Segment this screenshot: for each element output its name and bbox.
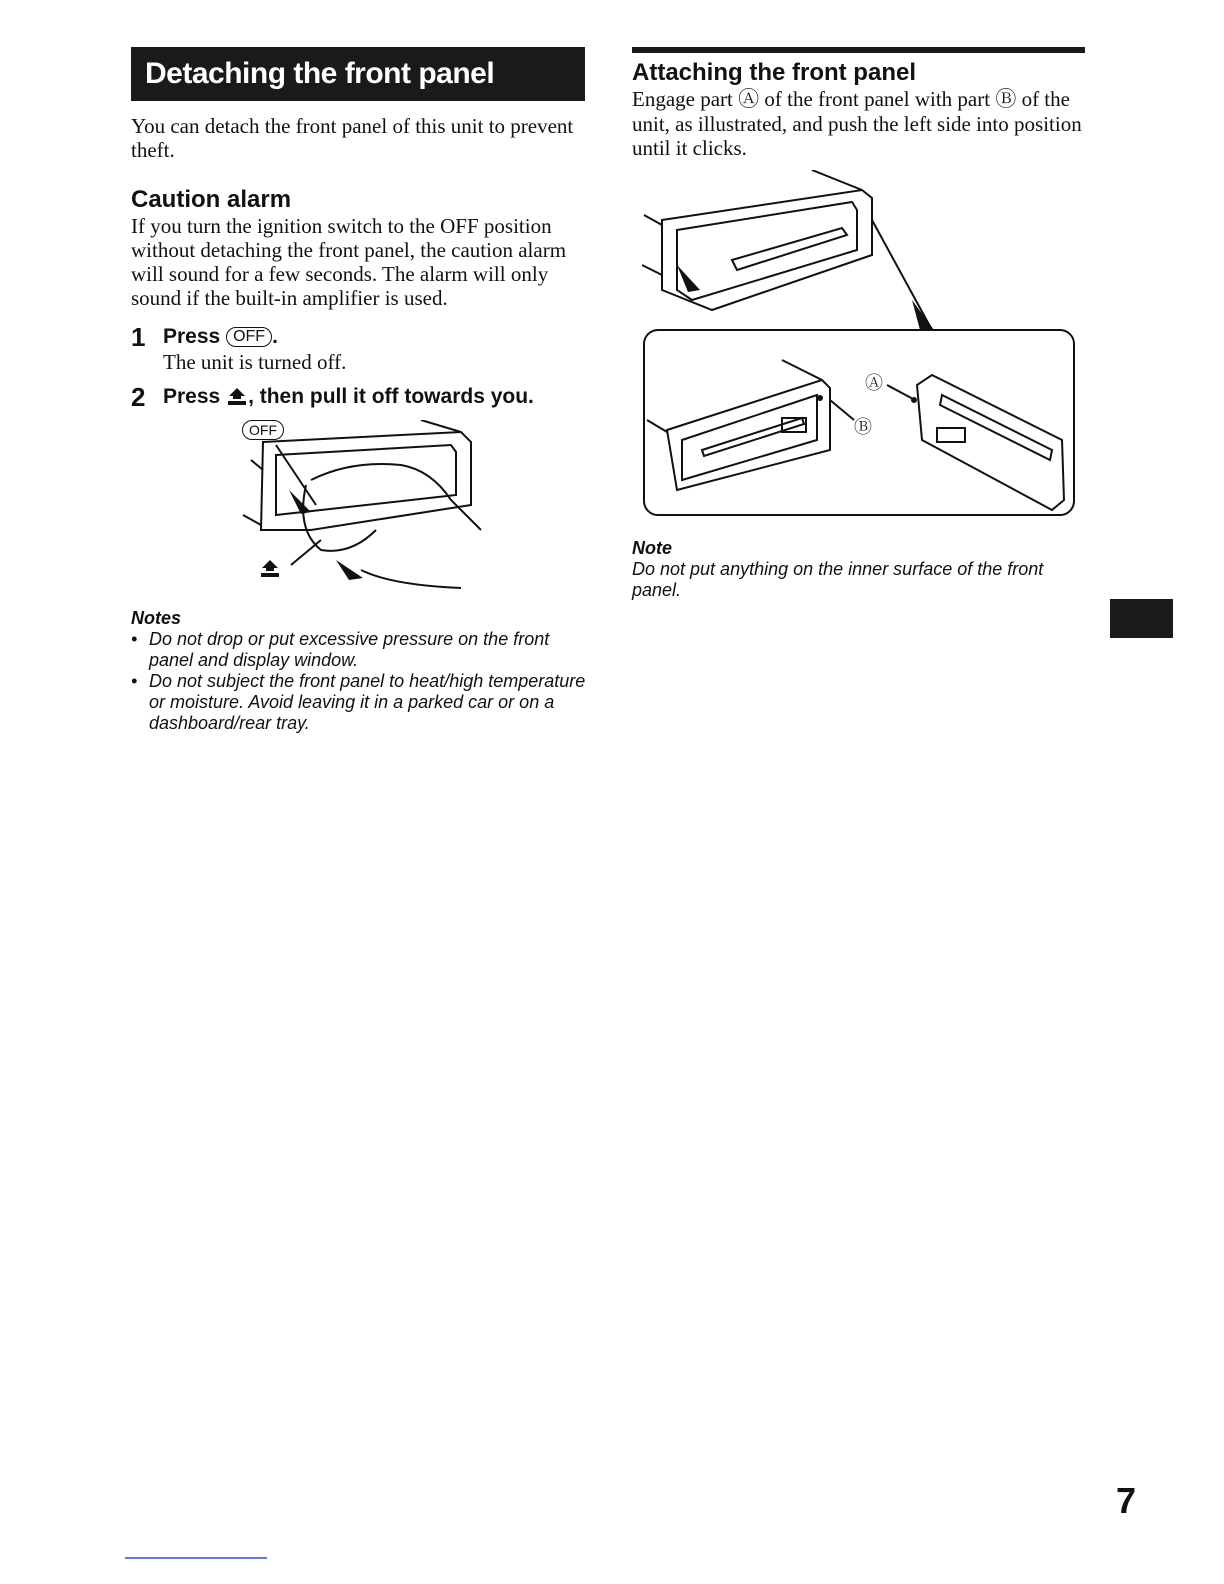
attach-drawing: [632, 170, 1087, 525]
step-number: 1: [131, 322, 146, 352]
illustration-off-label: OFF: [242, 420, 284, 440]
caution-text: If you turn the ignition switch to the OFF position without detaching the front panel, the caution alarm will sound for a few seconds. The alarm will only sound if the built-in amplifier is used.: [131, 214, 567, 310]
note-text: Do not put anything on the inner surface of the front panel.: [632, 559, 1044, 600]
note-item: • Do not subject the front panel to heat/high temperature or moisture. Avoid leaving it in a parked car or on a dashboard/rear tray.: [131, 671, 586, 733]
step-number: 2: [131, 382, 146, 412]
off-key: OFF: [226, 327, 272, 347]
right-column: [632, 47, 1087, 601]
step-prefix: Press: [163, 385, 221, 408]
attach-intro: Engage part Ⓐ of the front panel with part Ⓑ of the unit, as illustrated, and push the left side into position until it clicks.: [632, 87, 1082, 160]
part-b-label: Ⓑ: [854, 417, 872, 437]
caution-title: Caution alarm: [131, 186, 292, 213]
notes-title: Notes: [131, 608, 182, 628]
detach-drawing: [131, 420, 591, 595]
step-suffix: , then pull it off towards you.: [248, 385, 534, 408]
attach-title: Attaching the front panel: [632, 59, 916, 86]
footer-line: [125, 1557, 267, 1559]
section-rule: [632, 47, 1085, 53]
step-prefix: Press: [163, 325, 221, 348]
detach-illustration: [131, 420, 591, 595]
attach-illustration: [632, 170, 1087, 525]
step-2: [131, 384, 591, 410]
release-icon: [226, 386, 248, 406]
note-title: Note: [632, 538, 672, 558]
part-a-label: Ⓐ: [865, 373, 883, 393]
edge-index-tab: [1110, 599, 1173, 638]
intro-text: You can detach the front panel of this unit to prevent theft.: [131, 114, 574, 162]
step-1-detail: The unit is turned off.: [163, 350, 347, 374]
step-suffix: .: [272, 325, 278, 348]
step-1: [131, 324, 591, 350]
section-title-bar: Detaching the front panel: [131, 47, 585, 101]
page-number: 7: [1116, 1480, 1137, 1521]
note-item: • Do not drop or put excessive pressure on the front panel and display window.: [131, 629, 550, 670]
left-column: [131, 47, 591, 734]
